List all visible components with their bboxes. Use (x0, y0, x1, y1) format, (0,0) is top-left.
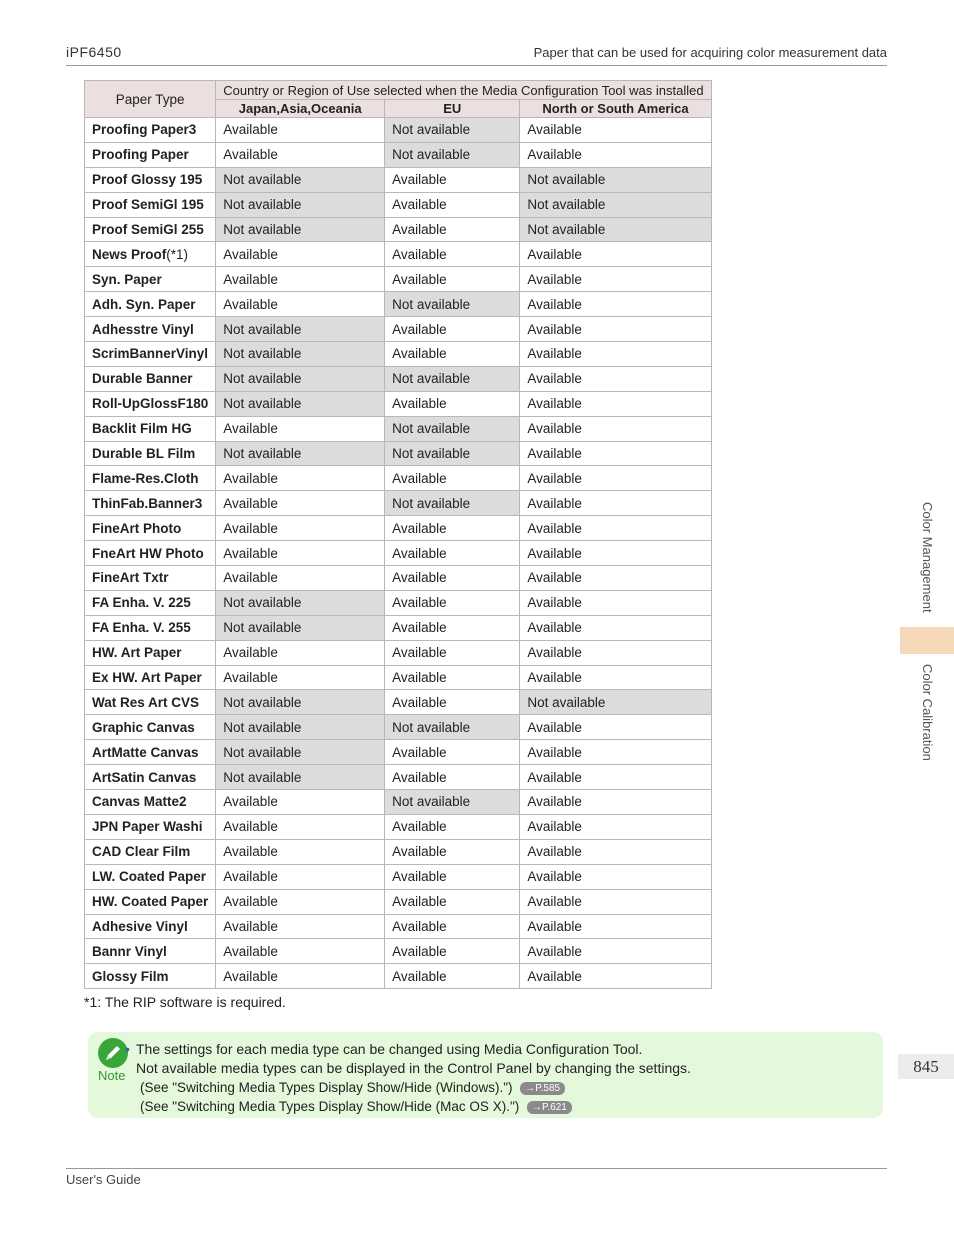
availability-cell-eu: Not available (385, 715, 520, 740)
availability-cell-eu: Available (385, 665, 520, 690)
availability-cell-americas: Available (520, 242, 711, 267)
table-row (85, 441, 712, 466)
paper-type-name: FA Enha. V. 225 (92, 595, 191, 611)
paper-type-name: FineArt Txtr (92, 570, 169, 586)
paper-type-cell (85, 839, 216, 864)
paper-availability-table (84, 80, 712, 989)
availability-cell-japan-asia-oceania: Not available (216, 317, 385, 342)
paper-type-name: Ex HW. Art Paper (92, 670, 202, 686)
availability-cell-japan-asia-oceania: Available (216, 466, 385, 491)
availability-cell-americas: Available (520, 491, 711, 516)
paper-type-name: FineArt Photo (92, 520, 182, 536)
availability-cell-japan-asia-oceania: Available (216, 864, 385, 889)
table-row (85, 366, 712, 391)
paper-type-name: Graphic Canvas (92, 719, 195, 735)
table-row (85, 640, 712, 665)
note-bullet: • (125, 1041, 130, 1057)
page-ref-link-mac[interactable]: →P.621 (527, 1101, 572, 1114)
paper-type-name: Durable Banner (92, 371, 193, 387)
availability-cell-japan-asia-oceania: Not available (216, 615, 385, 640)
availability-cell-japan-asia-oceania: Not available (216, 715, 385, 740)
availability-cell-americas: Available (520, 889, 711, 914)
availability-cell-japan-asia-oceania: Not available (216, 765, 385, 790)
availability-cell-eu: Not available (385, 441, 520, 466)
note-line-2: Not available media types can be displayed in the Control Panel by changing the settings. (136, 1060, 691, 1076)
availability-cell-americas: Available (520, 814, 711, 839)
availability-cell-americas: Available (520, 864, 711, 889)
availability-cell-americas: Available (520, 391, 711, 416)
availability-cell-japan-asia-oceania: Available (216, 964, 385, 989)
paper-type-cell (85, 391, 216, 416)
col-header-eu: EU (385, 100, 520, 118)
table-row (85, 142, 712, 167)
availability-cell-eu: Available (385, 690, 520, 715)
paper-type-name: Adh. Syn. Paper (92, 296, 196, 312)
paper-type-name: HW. Art Paper (92, 645, 182, 661)
paper-type-cell (85, 516, 216, 541)
availability-cell-americas: Available (520, 715, 711, 740)
paper-type-name: LW. Coated Paper (92, 869, 207, 885)
table-row (85, 491, 712, 516)
paper-type-name: HW. Coated Paper (92, 894, 209, 910)
paper-type-cell (85, 342, 216, 367)
paper-type-cell (85, 118, 216, 143)
paper-type-name: Proofing Paper3 (92, 122, 197, 138)
table-row (85, 914, 712, 939)
availability-cell-americas: Available (520, 441, 711, 466)
section-title: Paper that can be used for acquiring color measurement data (533, 45, 887, 60)
note-content (125, 1040, 691, 1116)
availability-cell-japan-asia-oceania: Not available (216, 342, 385, 367)
note-box (88, 1032, 883, 1118)
availability-cell-japan-asia-oceania: Available (216, 416, 385, 441)
table-row (85, 715, 712, 740)
availability-cell-japan-asia-oceania: Not available (216, 590, 385, 615)
table-row (85, 167, 712, 192)
paper-type-cell (85, 317, 216, 342)
table-row (85, 765, 712, 790)
availability-cell-americas: Available (520, 590, 711, 615)
paper-type-cell (85, 541, 216, 566)
table-row (85, 391, 712, 416)
availability-cell-americas: Available (520, 615, 711, 640)
paper-type-name: ScrimBannerVinyl (92, 346, 209, 362)
availability-cell-eu: Not available (385, 366, 520, 391)
availability-cell-eu: Available (385, 914, 520, 939)
availability-cell-americas: Not available (520, 167, 711, 192)
availability-cell-eu: Available (385, 939, 520, 964)
availability-cell-americas: Available (520, 964, 711, 989)
paper-type-name: Proof SemiGl 255 (92, 222, 204, 237)
table-row (85, 665, 712, 690)
paper-type-cell (85, 192, 216, 217)
table-row (85, 964, 712, 989)
paper-type-cell (85, 142, 216, 167)
availability-cell-eu: Not available (385, 790, 520, 815)
availability-cell-americas: Available (520, 118, 711, 143)
model-name: iPF6450 (66, 44, 122, 60)
note-ref-windows-text: (See "Switching Media Types Display Show/Hide (Windows).") (140, 1080, 513, 1095)
paper-type-name: Wat Res Art CVS (92, 694, 200, 710)
availability-cell-eu: Available (385, 566, 520, 591)
note-label: Note (98, 1068, 126, 1083)
table-row (85, 292, 712, 317)
table-row (85, 566, 712, 591)
paper-type-name: Durable BL Film (92, 446, 196, 462)
availability-cell-japan-asia-oceania: Not available (216, 217, 385, 242)
paper-type-name: Flame-Res.Cloth (92, 470, 199, 486)
availability-cell-eu: Available (385, 839, 520, 864)
availability-cell-japan-asia-oceania: Available (216, 118, 385, 143)
availability-cell-japan-asia-oceania: Not available (216, 192, 385, 217)
paper-type-cell (85, 167, 216, 192)
availability-cell-americas: Not available (520, 217, 711, 242)
paper-type-cell (85, 889, 216, 914)
note-ref-mac (136, 1097, 691, 1116)
paper-type-cell (85, 217, 216, 242)
availability-cell-americas: Available (520, 541, 711, 566)
paper-type-name: ThinFab.Banner3 (92, 495, 203, 511)
availability-cell-americas: Available (520, 765, 711, 790)
paper-type-cell (85, 267, 216, 292)
header-divider (66, 65, 887, 66)
availability-cell-americas: Not available (520, 192, 711, 217)
availability-cell-eu: Available (385, 267, 520, 292)
page-number: 845 (898, 1054, 954, 1079)
paper-type-cell (85, 864, 216, 889)
paper-type-name: Canvas Matte2 (92, 794, 187, 810)
availability-cell-japan-asia-oceania: Available (216, 267, 385, 292)
availability-cell-japan-asia-oceania: Not available (216, 366, 385, 391)
paper-type-name: Bannr Vinyl (92, 943, 167, 959)
availability-cell-japan-asia-oceania: Available (216, 242, 385, 267)
availability-cell-japan-asia-oceania: Not available (216, 441, 385, 466)
paper-type-cell (85, 765, 216, 790)
availability-cell-eu: Available (385, 342, 520, 367)
footnote: *1: The RIP software is required. (84, 994, 286, 1010)
availability-cell-eu: Available (385, 590, 520, 615)
availability-cell-americas: Available (520, 466, 711, 491)
availability-cell-americas: Available (520, 640, 711, 665)
note-ref-mac-text: (See "Switching Media Types Display Show/Hide (Mac OS X).") (140, 1099, 520, 1114)
col-group-header: Country or Region of Use selected when the Media Configuration Tool was installed (216, 81, 711, 100)
availability-cell-eu: Not available (385, 142, 520, 167)
availability-cell-japan-asia-oceania: Available (216, 839, 385, 864)
footer-text: User's Guide (66, 1172, 141, 1187)
col-header-paper-type: Paper Type (85, 81, 216, 118)
availability-cell-eu: Available (385, 242, 520, 267)
availability-cell-japan-asia-oceania: Not available (216, 690, 385, 715)
page-ref-link-windows[interactable]: →P.585 (520, 1082, 565, 1095)
table-row (85, 516, 712, 541)
availability-cell-japan-asia-oceania: Not available (216, 391, 385, 416)
paper-type-name: JPN Paper Washi (92, 819, 203, 835)
table-row (85, 541, 712, 566)
note-ref-windows (136, 1078, 691, 1097)
availability-cell-americas: Available (520, 416, 711, 441)
availability-cell-eu: Available (385, 864, 520, 889)
availability-cell-americas: Available (520, 566, 711, 591)
paper-type-name: News Proof (92, 246, 167, 262)
paper-type-cell (85, 939, 216, 964)
availability-cell-americas: Available (520, 142, 711, 167)
availability-cell-americas: Available (520, 839, 711, 864)
table-row (85, 690, 712, 715)
footer-divider (66, 1168, 887, 1169)
paper-type-footnote-ref: (*1) (166, 246, 189, 262)
paper-type-name: ArtSatin Canvas (92, 769, 197, 785)
availability-cell-japan-asia-oceania: Available (216, 790, 385, 815)
paper-type-name: Adhesstre Vinyl (92, 321, 194, 337)
paper-type-name: Syn. Paper (92, 271, 162, 287)
availability-cell-eu: Available (385, 466, 520, 491)
availability-cell-americas: Available (520, 292, 711, 317)
availability-cell-eu: Available (385, 814, 520, 839)
availability-cell-eu: Available (385, 391, 520, 416)
note-pencil-icon (98, 1038, 128, 1068)
availability-cell-eu: Available (385, 964, 520, 989)
table-row (85, 118, 712, 143)
paper-type-cell (85, 640, 216, 665)
paper-type-cell (85, 665, 216, 690)
table-row (85, 342, 712, 367)
table-row (85, 217, 712, 242)
paper-type-cell (85, 690, 216, 715)
table-row (85, 839, 712, 864)
availability-cell-japan-asia-oceania: Available (216, 142, 385, 167)
paper-type-cell (85, 715, 216, 740)
paper-type-cell (85, 242, 216, 267)
table-row (85, 416, 712, 441)
col-header-japan-asia-oceania: Japan,Asia,Oceania (216, 100, 385, 118)
paper-type-name: Proof SemiGl 195 (92, 197, 204, 213)
availability-cell-eu: Not available (385, 491, 520, 516)
availability-cell-japan-asia-oceania: Available (216, 491, 385, 516)
table-row (85, 814, 712, 839)
paper-type-name: Glossy Film (92, 968, 169, 984)
availability-cell-americas: Available (520, 740, 711, 765)
availability-cell-eu: Available (385, 889, 520, 914)
paper-type-cell (85, 466, 216, 491)
paper-type-name: Backlit Film HG (92, 421, 192, 437)
availability-cell-eu: Available (385, 167, 520, 192)
availability-cell-americas: Available (520, 267, 711, 292)
table-row (85, 740, 712, 765)
paper-type-cell (85, 790, 216, 815)
availability-cell-japan-asia-oceania: Available (216, 814, 385, 839)
paper-type-cell (85, 590, 216, 615)
paper-type-cell (85, 615, 216, 640)
availability-cell-japan-asia-oceania: Available (216, 939, 385, 964)
paper-type-cell (85, 566, 216, 591)
note-line-1: The settings for each media type can be changed using Media Configuration Tool. (136, 1041, 643, 1057)
availability-cell-americas: Available (520, 516, 711, 541)
availability-cell-japan-asia-oceania: Available (216, 889, 385, 914)
table-row (85, 615, 712, 640)
availability-cell-eu: Available (385, 640, 520, 665)
availability-cell-americas: Available (520, 790, 711, 815)
paper-type-cell (85, 416, 216, 441)
availability-cell-eu: Available (385, 765, 520, 790)
availability-cell-eu: Available (385, 740, 520, 765)
paper-type-cell (85, 491, 216, 516)
availability-cell-eu: Available (385, 516, 520, 541)
paper-type-cell (85, 914, 216, 939)
table-row (85, 889, 712, 914)
availability-cell-americas: Available (520, 366, 711, 391)
paper-type-name: Proof Glossy 195 (92, 172, 203, 188)
availability-cell-japan-asia-oceania: Available (216, 292, 385, 317)
paper-type-name: FneArt HW Photo (92, 545, 204, 561)
col-header-americas: North or South America (520, 100, 711, 118)
paper-type-name: CAD Clear Film (92, 844, 191, 860)
availability-cell-eu: Not available (385, 118, 520, 143)
availability-cell-japan-asia-oceania: Available (216, 665, 385, 690)
availability-cell-americas: Available (520, 914, 711, 939)
side-tab-color-calibration[interactable]: Color Calibration (920, 664, 935, 761)
availability-cell-americas: Available (520, 317, 711, 342)
table-row (85, 192, 712, 217)
availability-cell-eu: Available (385, 541, 520, 566)
availability-cell-americas: Not available (520, 690, 711, 715)
table-row (85, 790, 712, 815)
side-tab-active-marker (900, 627, 954, 654)
availability-cell-eu: Available (385, 615, 520, 640)
availability-cell-japan-asia-oceania: Available (216, 914, 385, 939)
availability-cell-eu: Available (385, 192, 520, 217)
table-row (85, 267, 712, 292)
paper-type-cell (85, 814, 216, 839)
table-row (85, 939, 712, 964)
availability-cell-japan-asia-oceania: Available (216, 566, 385, 591)
availability-cell-americas: Available (520, 665, 711, 690)
paper-type-cell (85, 366, 216, 391)
availability-cell-eu: Not available (385, 292, 520, 317)
paper-type-name: ArtMatte Canvas (92, 744, 199, 760)
paper-type-cell (85, 964, 216, 989)
side-tab-color-management[interactable]: Color Management (920, 502, 935, 613)
availability-cell-japan-asia-oceania: Available (216, 541, 385, 566)
paper-type-cell (85, 740, 216, 765)
table-row (85, 242, 712, 267)
availability-cell-japan-asia-oceania: Not available (216, 740, 385, 765)
paper-type-cell (85, 292, 216, 317)
table-row (85, 590, 712, 615)
availability-cell-americas: Available (520, 939, 711, 964)
availability-cell-eu: Available (385, 217, 520, 242)
paper-type-name: Adhesive Vinyl (92, 918, 188, 934)
paper-type-name: FA Enha. V. 255 (92, 620, 191, 636)
paper-type-cell (85, 441, 216, 466)
availability-cell-japan-asia-oceania: Not available (216, 167, 385, 192)
availability-cell-eu: Available (385, 317, 520, 342)
availability-cell-americas: Available (520, 342, 711, 367)
availability-cell-eu: Not available (385, 416, 520, 441)
table-row (85, 317, 712, 342)
availability-cell-japan-asia-oceania: Available (216, 516, 385, 541)
paper-type-name: Roll-UpGlossF180 (92, 396, 209, 412)
availability-cell-japan-asia-oceania: Available (216, 640, 385, 665)
table-row (85, 466, 712, 491)
paper-type-name: Proofing Paper (92, 147, 189, 163)
table-row (85, 864, 712, 889)
